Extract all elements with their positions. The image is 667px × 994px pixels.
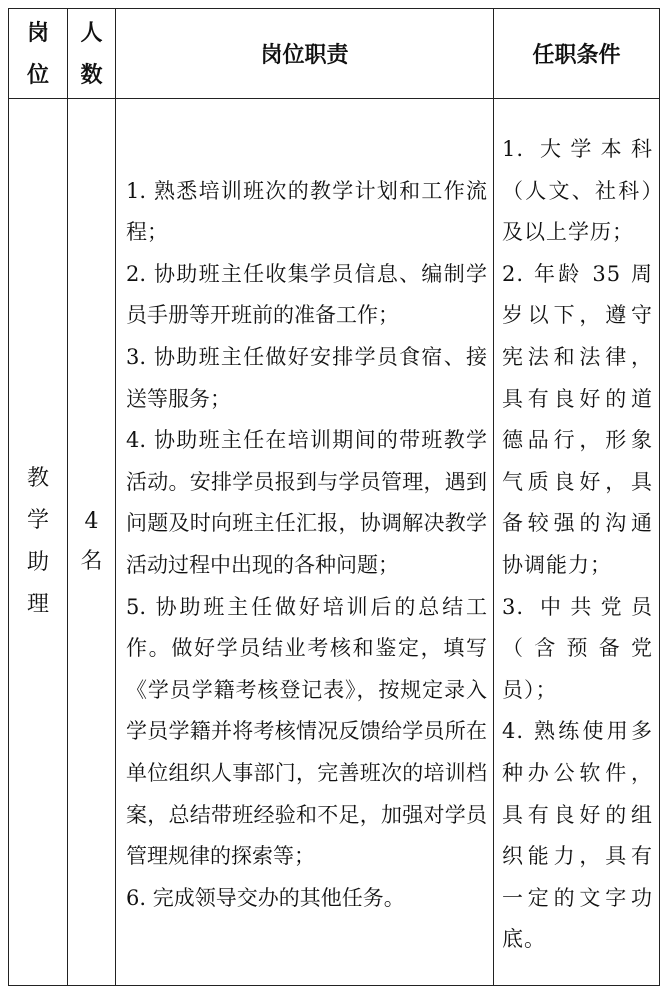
- count-number: 4: [84, 509, 99, 534]
- header-post: [9, 9, 68, 99]
- post-name-cell: [9, 99, 68, 986]
- duties-cell: [116, 99, 494, 986]
- duty-item-6: 6. 完成领导交办的其他任务。: [126, 885, 405, 910]
- duty-item-5: 5. 协助班主任做好培训后的总结工作。做好学员结业考核和鉴定，填写《学员学籍考核登记表》，按规定录入学员学籍并将考核情况反馈给学员所在单位组织人事部门，完善班次的培训档案，总结带班经验和不足，加强对学员管理规律的探索等；: [126, 594, 487, 869]
- count-unit: 名: [80, 549, 103, 574]
- header-row: [9, 9, 660, 99]
- duty-item-2: 2. 协助班主任收集学员信息、编制学员手册等开班前的准备工作；: [126, 261, 487, 328]
- count-cell: [68, 99, 116, 986]
- job-table: [8, 8, 660, 986]
- header-post-char-2: 位: [26, 61, 49, 88]
- post-name-char-3: 助: [26, 550, 49, 575]
- requirements-cell: [494, 99, 660, 986]
- post-name-char-2: 学: [26, 508, 49, 533]
- duty-item-1: 1. 熟悉培训班次的教学计划和工作流程；: [126, 178, 487, 245]
- table-row: [9, 99, 660, 986]
- header-duties: 岗位职责: [116, 9, 494, 99]
- header-requirements: 任职条件: [494, 9, 660, 99]
- duty-item-4: 4. 协助班主任在培训期间的带班教学活动。安排学员报到与学员管理，遇到问题及时向班主任汇报，协调解决教学活动过程中出现的各种问题；: [126, 428, 487, 577]
- header-count-char-1: 人: [80, 19, 103, 46]
- header-count-char-2: 数: [80, 61, 103, 88]
- duty-item-3: 3. 协助班主任做好安排学员食宿、接送等服务；: [126, 345, 487, 411]
- header-post-char-1: 岗: [26, 19, 49, 46]
- header-count: [68, 9, 116, 99]
- post-name-char-4: 理: [26, 592, 49, 617]
- requirement-item-4: 4. 熟练使用多种办公软件，具有良好的组织能力，具有一定的文字功底。: [502, 719, 653, 952]
- requirement-item-1: 1. 大学本科（人文、社科）及以上学历；: [502, 137, 653, 245]
- requirement-item-2: 2. 年龄 35 周岁以下，遵守宪法和法律，具有良好的道德品行，形象气质良好，具备较强的沟通协调能力；: [502, 261, 653, 577]
- requirement-item-3: 3. 中共党员（含预备党员）；: [502, 594, 653, 702]
- post-name-char-1: 教: [26, 466, 49, 491]
